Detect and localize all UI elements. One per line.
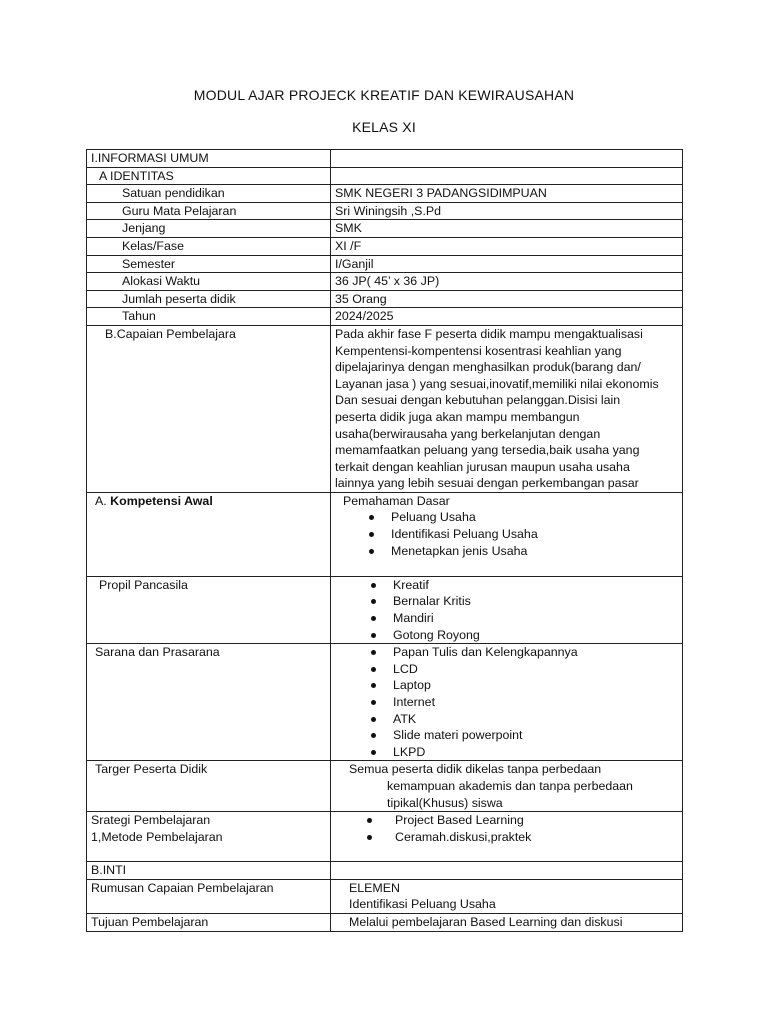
table-row: [87, 185, 683, 203]
row-value: SMK NEGERI 3 PADANGSIDIMPUAN: [331, 185, 683, 203]
capaian-label: B.Capaian Pembelajara: [87, 325, 331, 492]
row-value: SMK: [331, 220, 683, 238]
text-line: lainnya yang lebih sesuai dengan perkembangan pasar: [335, 476, 639, 491]
table-row: [87, 879, 683, 913]
list-item: Kreatif: [335, 577, 678, 594]
text-line: Pada akhir fase F peserta didik mampu mengaktualisasi: [335, 326, 643, 341]
row-label: Semester: [87, 255, 331, 273]
identitas-label: A IDENTITAS: [87, 167, 331, 185]
row-value: 2024/2025: [331, 308, 683, 326]
document-subtitle: KELAS XI: [352, 119, 416, 135]
document-title: MODUL AJAR PROJECK KREATIF DAN KEWIRAUSAHAN: [193, 87, 575, 103]
tujuan-content: [331, 913, 683, 931]
text-line: terkait dengan keahlian jurusan maupun usaha usaha: [335, 459, 630, 474]
row-label: Jenjang: [87, 220, 331, 238]
rumusan-content: [331, 879, 683, 913]
list-item: Ceramah.diskusi,praktek: [335, 829, 678, 846]
kompetensi-heading: Pemahaman Dasar: [343, 493, 450, 508]
sarana-content: [331, 644, 683, 761]
list-item: Laptop: [335, 677, 678, 694]
row-label: Jumlah peserta didik: [87, 290, 331, 308]
table-row: [87, 255, 683, 273]
table-row: [87, 812, 683, 862]
list-item: Papan Tulis dan Kelengkapannya: [335, 644, 678, 661]
text-line: Layanan jasa ) yang sesuai,inovatif,memiliki nilai ekonomis: [335, 376, 659, 391]
tujuan-label: Tujuan Pembelajaran: [87, 913, 331, 931]
pancasila-content: [331, 576, 683, 643]
table-row: [87, 220, 683, 238]
row-value: XI /F: [331, 237, 683, 255]
kompetensi-label: [87, 492, 331, 576]
sarana-list: [335, 644, 678, 760]
empty-cell: [331, 150, 683, 168]
list-item: LCD: [335, 661, 678, 678]
empty-cell: [331, 862, 683, 880]
row-label: Tahun: [87, 308, 331, 326]
table-row: [87, 167, 683, 185]
elemen-heading: ELEMEN: [349, 880, 400, 895]
table-row: [87, 862, 683, 880]
text-line: Dan sesuai dengan kebutuhan pelanggan.Disisi lain: [335, 393, 621, 408]
table-row: [87, 273, 683, 291]
row-label: Kelas/Fase: [87, 237, 331, 255]
list-item: Internet: [335, 694, 678, 711]
kompetensi-list: [335, 509, 678, 559]
row-value: Sri Winingsih ,S.Pd: [331, 202, 683, 220]
list-item: Menetapkan jenis Usaha: [335, 543, 678, 560]
row-label: Guru Mata Pelajaran: [87, 202, 331, 220]
target-content: [331, 761, 683, 812]
metode-title: 1,Metode Pembelajaran: [91, 829, 223, 844]
strategi-title: Srategi Pembelajaran: [91, 813, 211, 828]
table-row: [87, 308, 683, 326]
elemen-value: Identifikasi Peluang Usaha: [349, 897, 496, 912]
strategi-list: [335, 812, 678, 845]
pancasila-label: Propil Pancasila: [87, 576, 331, 643]
text-line: kemampuan akademis dan tanpa perbedaan: [387, 779, 633, 793]
list-item: Mandiri: [335, 610, 678, 627]
text-line: Kempentensi-kompentensi kosentrasi keahlian yang: [335, 343, 622, 358]
strategi-content: [331, 812, 683, 862]
list-item: Project Based Learning: [335, 812, 678, 829]
list-item: LKPD: [335, 744, 678, 761]
pancasila-list: [335, 577, 678, 643]
text-line: Semua peserta didik dikelas tanpa perbedaan: [349, 762, 602, 777]
text-line: usaha(berwirausaha yang berkelanjutan dengan: [335, 426, 601, 441]
table-row: [87, 237, 683, 255]
kompetensi-content: [331, 492, 683, 576]
text-line: dipelajarinya dengan menghasilkan produk(barang dan/: [335, 360, 641, 375]
table-row: [87, 290, 683, 308]
rumusan-label: Rumusan Capaian Pembelajaran: [87, 879, 331, 913]
target-label: Targer Peserta Didik: [87, 761, 331, 812]
module-table: [86, 149, 683, 932]
section-inti: B.INTI: [87, 862, 331, 880]
text-line: memamfaatkan peluang yang tersedia,baik usaha yang: [335, 443, 640, 458]
list-item: Slide materi powerpoint: [335, 727, 678, 744]
text-line: tipikal(Khusus) siswa: [387, 795, 503, 810]
kompetensi-title: Kompetensi Awal: [110, 493, 213, 508]
text-line: peserta didik juga akan mampu membangun: [335, 409, 580, 424]
table-row: [87, 150, 683, 168]
table-row: [87, 761, 683, 812]
list-item: ATK: [335, 711, 678, 728]
table-row: [87, 325, 683, 492]
table-row: [87, 644, 683, 761]
row-label: Satuan pendidikan: [87, 185, 331, 203]
table-row: [87, 202, 683, 220]
row-value: 35 Orang: [331, 290, 683, 308]
sarana-label: Sarana dan Prasarana: [87, 644, 331, 761]
table-row: [87, 913, 683, 931]
list-item: Bernalar Kritis: [335, 593, 678, 610]
table-row: [87, 576, 683, 643]
tujuan-value: Melalui pembelajaran Based Learning dan diskusi: [349, 914, 623, 929]
table-row: [87, 492, 683, 576]
kompetensi-prefix: A.: [95, 493, 107, 508]
list-item: Peluang Usaha: [335, 509, 678, 526]
row-label: Alokasi Waktu: [87, 273, 331, 291]
row-value: 36 JP( 45’ x 36 JP): [331, 273, 683, 291]
list-item: Gotong Royong: [335, 627, 678, 644]
section-informasi-umum: I.INFORMASI UMUM: [87, 150, 331, 168]
empty-cell: [331, 167, 683, 185]
list-item: Identifikasi Peluang Usaha: [335, 526, 678, 543]
row-value: I/Ganjil: [331, 255, 683, 273]
capaian-text: [331, 325, 683, 492]
strategi-label: [87, 812, 331, 862]
